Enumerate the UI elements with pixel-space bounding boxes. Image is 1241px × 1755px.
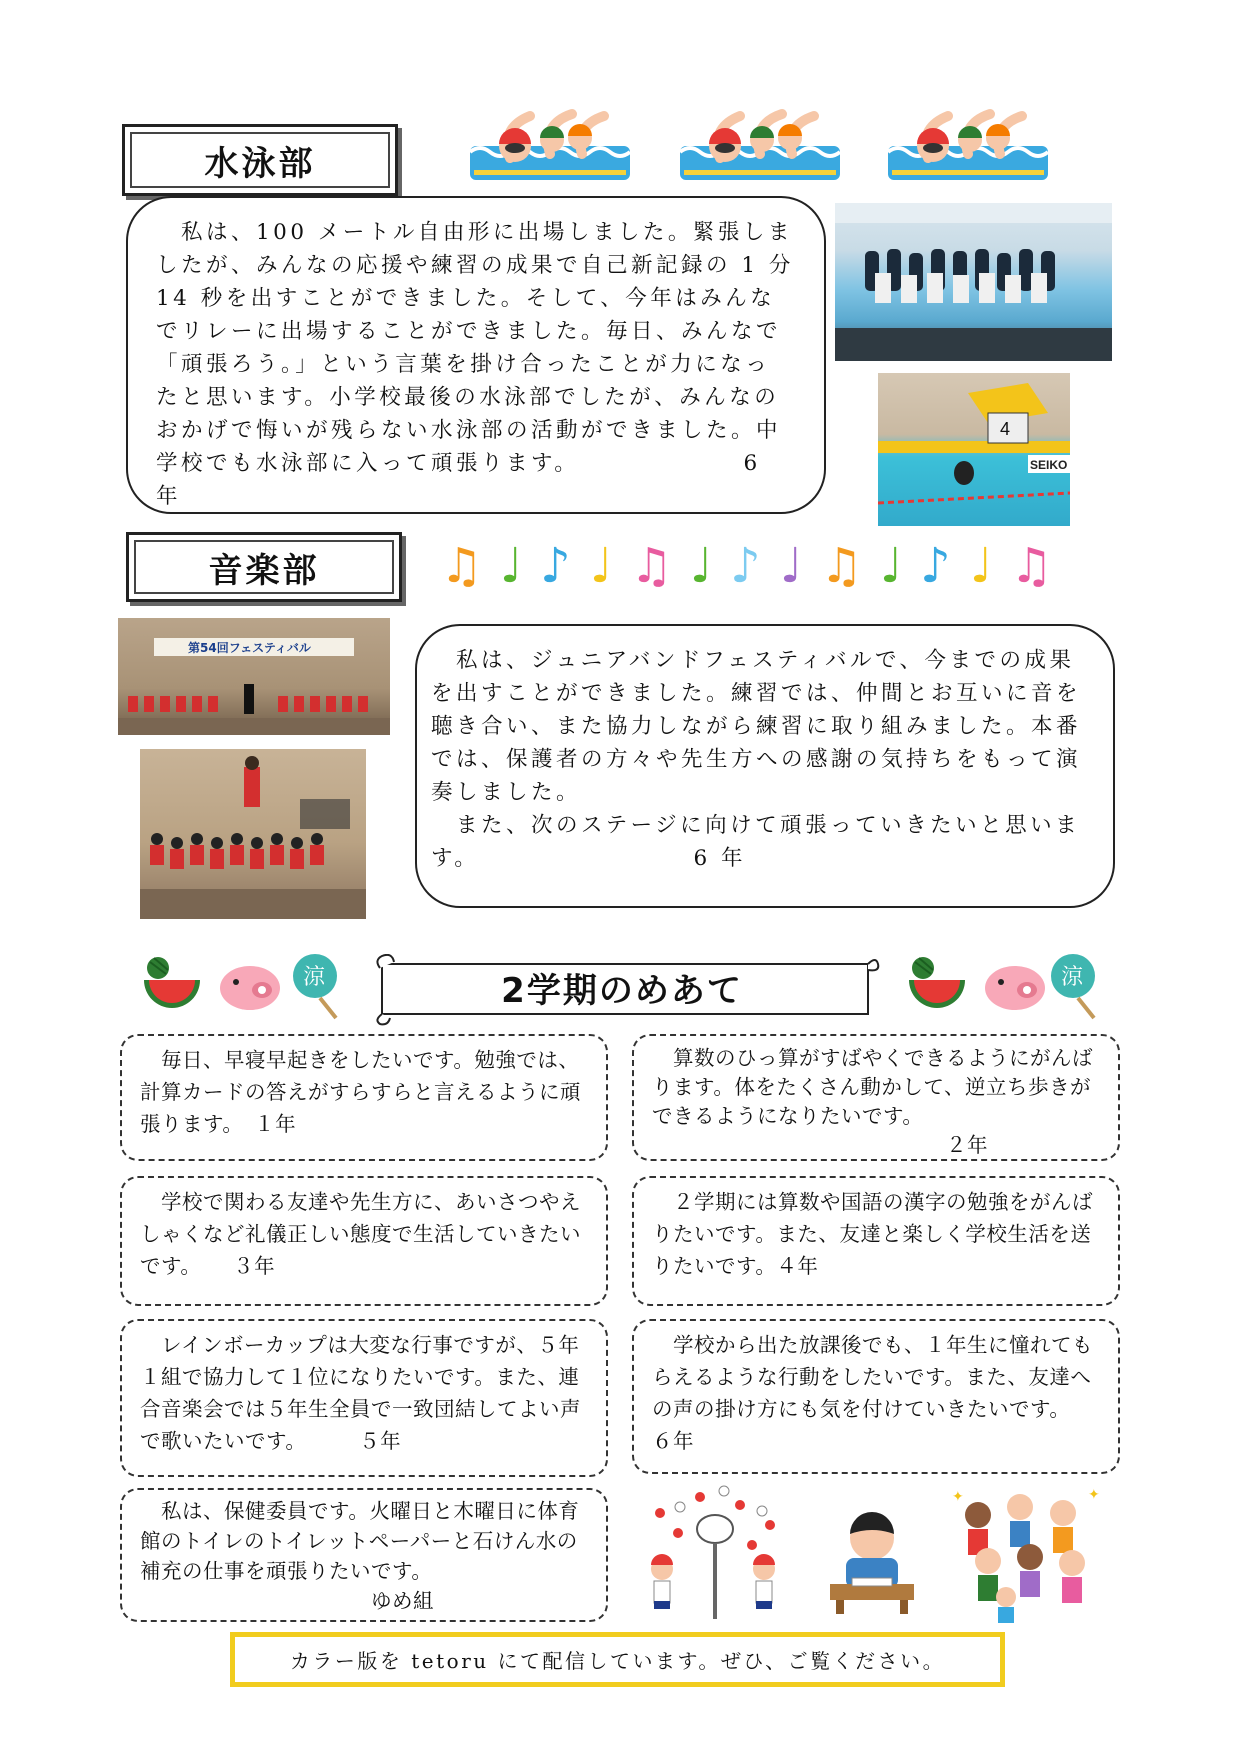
swim-title: 水泳部 [130, 132, 390, 188]
band-performance-photo [140, 749, 366, 919]
fan-icon [1051, 954, 1095, 1018]
watermelon-icon [909, 957, 965, 1008]
music-note-icon: ♩ [970, 538, 993, 592]
swim-team-photo [835, 203, 1112, 361]
music-note-icon: ♩ [880, 538, 903, 592]
child-right [753, 1554, 775, 1609]
music-notes-decoration [440, 536, 1080, 592]
music-note-icon: ♪ [540, 538, 571, 592]
music-text-paragraph-2: また、次のステージに向けて頑張っていきたいと思います。 6 年 [431, 813, 1081, 871]
goal-text: 毎日、早寝早起きをしたいです。勉強では、計算カードの答えがすらすらと言えるように頑張ります。 １年 [140, 1048, 581, 1136]
music-title: 音楽部 [134, 540, 394, 594]
goal-grade-6 [632, 1319, 1145, 1474]
goal-text: 学校で関わる友達や先生方に、あいさつやえしゃくなど礼儀正しい態度で生活していきたいです。 ３年 [140, 1190, 581, 1278]
happy-children-illustration [948, 1485, 1103, 1625]
svg-text:✦: ✦ [1088, 1487, 1100, 1503]
music-note-icon: ♫ [440, 538, 484, 592]
music-note-icon: ♫ [1010, 538, 1054, 592]
ball-toss-illustration [640, 1485, 790, 1625]
festival-banner-text: 第54回フェスティバル [188, 641, 311, 655]
goals-title: 2学期のめあて [501, 970, 743, 1011]
music-text-bubble [415, 624, 1115, 908]
goal-text: 学校から出た放課後でも、１年生に憧れてもらえるような行動をしたいです。また、友達への声の掛け方にも気を付けていきたいです。 ６年 [652, 1333, 1145, 1453]
goal-text: レインボーカップは大変な行事ですが、５年１組で協力して１位になりたいです。また、連合音楽会では５年生全員で一致団結してよい声で歌いたいです。 ５年 [140, 1333, 581, 1453]
footer-notice [230, 1632, 1005, 1687]
goal-grade-2 [632, 1034, 1120, 1161]
pool-brand-text: SEIKO [1030, 458, 1068, 472]
swim-text: 私は、100 メートル自由形に出場しました。緊張しましたが、みんなの応援や練習の成果で自己新記録の 1 分 14 秒を出すことができました。そして、今年はみんなでリレーに出場することができました。毎日、みんなで「頑張ろう。」という言葉を掛け合ったことが力になったと思います。小学校最後の水泳部でしたが、みんなのおかげで悔いが残らない水泳部の活動ができました。中学校でも水泳部に入って頑張ります。 6 年 [156, 220, 794, 509]
pool-sign-number: 4 [1000, 419, 1011, 439]
music-note-icon: ♫ [820, 538, 864, 592]
music-title-frame [126, 532, 402, 602]
fan-char-left: 涼 [303, 965, 326, 990]
music-note-icon: ♪ [920, 538, 951, 592]
fan-icon [293, 954, 337, 1018]
studying-child-illustration [822, 1510, 922, 1615]
music-note-icon: ♪ [730, 538, 761, 592]
swim-title-frame [122, 124, 398, 196]
goal-grade-1 [120, 1034, 608, 1161]
band-festival-photo [118, 618, 390, 735]
footer-text: カラー版を tetoru にて配信しています。ぜひ、ご覧ください。 [289, 1649, 946, 1673]
music-note-icon: ♩ [690, 538, 713, 592]
watermelon-icon [144, 957, 200, 1008]
goal-text: 算数のひっ算がすばやくできるようにがんばります。体をたくさん動かして、逆立ち歩きができるようになりたいです。 ２年 [652, 1046, 1093, 1157]
goal-yume-class [120, 1488, 608, 1622]
music-note-icon: ♩ [500, 538, 523, 592]
pool-start-photo [878, 373, 1070, 526]
swimmers-illustration [470, 108, 1070, 188]
music-text-paragraph-1: 私は、ジュニアバンドフェスティバルで、今までの成果を出すことができました。練習では、仲間とお互いに音を聴き合い、また協力しながら練習に取り組みました。本番では、保護者の方々や先生方への感謝の気持ちをもって演奏しました。 [431, 648, 1082, 805]
summer-icons-right [905, 950, 1110, 1020]
svg-text:✦: ✦ [952, 1489, 964, 1505]
pig-mosquito-coil-icon [220, 966, 280, 1010]
music-note-icon: ♫ [630, 538, 674, 592]
goal-text: ２学期には算数や国語の漢字の勉強をがんばりたいです。また、友達と楽しく学校生活を送りたいです。４年 [652, 1190, 1093, 1278]
pig-mosquito-coil-icon [985, 966, 1045, 1010]
swim-text-bubble [126, 196, 826, 514]
goal-grade-5 [120, 1319, 608, 1477]
goal-grade-4 [632, 1176, 1120, 1306]
music-note-icon: ♩ [780, 538, 803, 592]
fan-char-right: 涼 [1061, 965, 1084, 990]
child-left [651, 1554, 673, 1609]
summer-icons-left [140, 950, 345, 1020]
music-note-icon: ♩ [590, 538, 613, 592]
goal-text: 私は、保健委員です。火曜日と木曜日に体育館のトイレのトイレットペーパーと石けん水の補充の仕事を頑張りたいです。 ゆめ組 [140, 1499, 580, 1613]
goal-grade-3 [120, 1176, 608, 1306]
